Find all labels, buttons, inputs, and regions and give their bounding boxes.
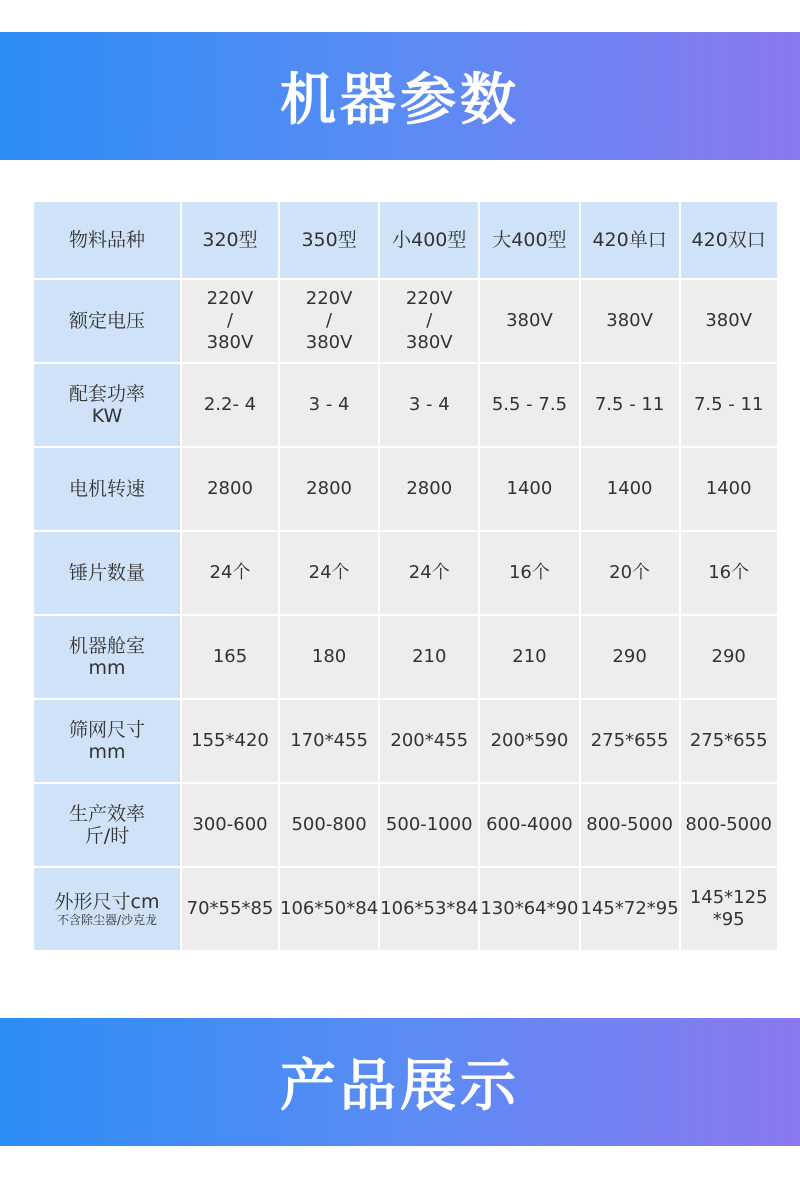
table-cell: 290 xyxy=(581,616,679,698)
table-cell: 800-5000 xyxy=(681,784,777,866)
table-cell: 380V xyxy=(581,280,679,362)
table-cell xyxy=(182,280,278,362)
table-cell: 380V xyxy=(480,280,578,362)
cell-line: / xyxy=(426,310,433,331)
row-label-unit: KW xyxy=(91,405,123,427)
table-cell: 2800 xyxy=(380,448,478,530)
row-label-unit: mm xyxy=(88,657,126,679)
table-cell: 500-800 xyxy=(280,784,378,866)
table-cell: 800-5000 xyxy=(581,784,679,866)
table-cell: 2.2- 4 xyxy=(182,364,278,446)
table-cell: 380V xyxy=(681,280,777,362)
row-label xyxy=(34,700,180,782)
row-label-text: 外形尺寸cm xyxy=(54,891,160,913)
table-cell: 106*53*84 xyxy=(380,868,478,950)
row-label-unit: mm xyxy=(88,741,126,763)
table-cell: 130*64*90 xyxy=(480,868,578,950)
row-label-text: 配套功率 xyxy=(68,383,145,405)
cell-line: 220V xyxy=(305,288,353,309)
cell-line: *95 xyxy=(712,909,745,930)
table-cell: 500-1000 xyxy=(380,784,478,866)
table-cell: 210 xyxy=(380,616,478,698)
table-row xyxy=(34,532,777,614)
table-cell: 200*455 xyxy=(380,700,478,782)
table-cell: 24个 xyxy=(280,532,378,614)
table-row xyxy=(34,700,777,782)
table-row xyxy=(34,448,777,530)
table-cell: 275*655 xyxy=(581,700,679,782)
row-label xyxy=(34,784,180,866)
cell-line: 220V xyxy=(405,288,453,309)
table-cell: 16个 xyxy=(480,532,578,614)
table-cell: 275*655 xyxy=(681,700,777,782)
table-row xyxy=(34,364,777,446)
header-label: 物料品种 xyxy=(34,202,180,278)
header-model: 420单口 xyxy=(581,202,679,278)
table-cell: 145*72*95 xyxy=(581,868,679,950)
row-label-text: 筛网尺寸 xyxy=(68,719,145,741)
table-cell: 2800 xyxy=(182,448,278,530)
row-label-unit: 斤/时 xyxy=(84,825,130,847)
table-cell: 7.5 - 11 xyxy=(581,364,679,446)
row-label xyxy=(34,868,180,950)
table-cell: 70*55*85 xyxy=(182,868,278,950)
section-title-product-display: 产品展示 xyxy=(280,1054,520,1119)
cell-line: 380V xyxy=(405,332,453,353)
table-cell: 1400 xyxy=(681,448,777,530)
table-cell: 1400 xyxy=(581,448,679,530)
table-cell: 600-4000 xyxy=(480,784,578,866)
table-cell: 24个 xyxy=(380,532,478,614)
banner-machine-params xyxy=(0,32,800,160)
cell-line: 380V xyxy=(206,332,254,353)
row-label-text: 额定电压 xyxy=(68,310,145,332)
cell-line: 380V xyxy=(305,332,353,353)
row-label-note: 不含除尘器/沙克龙 xyxy=(56,913,158,927)
table-cell: 20个 xyxy=(581,532,679,614)
table-row xyxy=(34,784,777,866)
table-cell: 16个 xyxy=(681,532,777,614)
table-header-row xyxy=(34,202,777,278)
table-cell: 300-600 xyxy=(182,784,278,866)
header-model: 350型 xyxy=(280,202,378,278)
header-model: 小400型 xyxy=(380,202,478,278)
table-cell: 210 xyxy=(480,616,578,698)
table-cell xyxy=(681,868,777,950)
spec-table xyxy=(32,200,779,952)
table-cell: 170*455 xyxy=(280,700,378,782)
cell-line: / xyxy=(326,310,333,331)
section-title-machine-params: 机器参数 xyxy=(280,68,520,133)
table-cell: 3 - 4 xyxy=(280,364,378,446)
row-label-text: 生产效率 xyxy=(68,803,145,825)
row-label xyxy=(34,532,180,614)
header-model: 大400型 xyxy=(480,202,578,278)
table-cell xyxy=(380,280,478,362)
cell-line: / xyxy=(226,310,234,331)
row-label xyxy=(34,448,180,530)
table-row xyxy=(34,616,777,698)
row-label xyxy=(34,616,180,698)
cell-line: 145*125 xyxy=(689,887,768,908)
cell-line: 220V xyxy=(206,288,254,309)
table-cell: 7.5 - 11 xyxy=(681,364,777,446)
banner-product-display xyxy=(0,1018,800,1146)
table-cell: 3 - 4 xyxy=(380,364,478,446)
table-cell: 5.5 - 7.5 xyxy=(480,364,578,446)
table-row xyxy=(34,868,777,950)
table-cell xyxy=(280,280,378,362)
row-label-text: 电机转速 xyxy=(68,478,145,500)
table-cell: 165 xyxy=(182,616,278,698)
header-model: 420双口 xyxy=(681,202,777,278)
table-cell: 155*420 xyxy=(182,700,278,782)
table-cell: 200*590 xyxy=(480,700,578,782)
header-model: 320型 xyxy=(182,202,278,278)
table-row xyxy=(34,280,777,362)
table-cell: 180 xyxy=(280,616,378,698)
row-label xyxy=(34,280,180,362)
table-cell: 1400 xyxy=(480,448,578,530)
table-cell: 2800 xyxy=(280,448,378,530)
row-label-text: 机器舱室 xyxy=(68,635,145,657)
table-cell: 290 xyxy=(681,616,777,698)
table-cell: 24个 xyxy=(182,532,278,614)
row-label-text: 锤片数量 xyxy=(68,562,145,584)
table-cell: 106*50*84 xyxy=(280,868,378,950)
row-label xyxy=(34,364,180,446)
